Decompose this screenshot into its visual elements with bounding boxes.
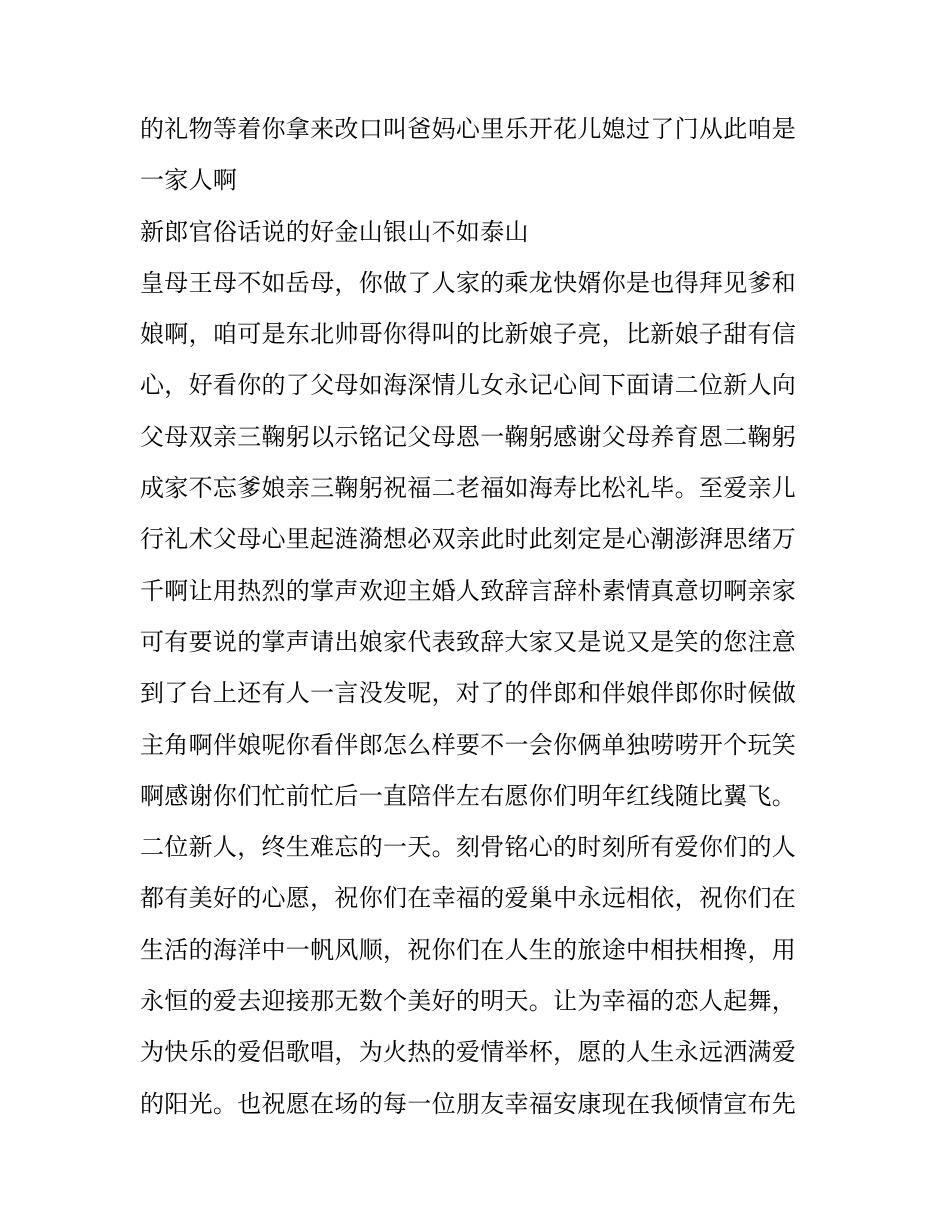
text-line: 的阳光。也祝愿在场的每一位朋友幸福安康现在我倾情宣布先 [140, 1089, 797, 1118]
text-line: 一家人啊 [140, 166, 238, 195]
text-line: 父母双亲三鞠躬以示铭记父母恩一鞠躬感谢父母养育恩二鞠躬 [140, 422, 797, 451]
text-line: 心，好看你的了父母如海深情儿女永记心间下面请二位新人向 [140, 371, 797, 400]
text-line: 为快乐的爱侣歌唱，为火热的爱情举杯，愿的人生永远洒满爱 [140, 1038, 797, 1067]
text-line: 都有美好的心愿，祝你们在幸福的爱巢中永远相依，祝你们在 [140, 884, 797, 913]
text-line: 到了台上还有人一言没发呢，对了的伴郎和伴娘伴郎你时候做 [140, 679, 797, 708]
text-line: 可有要说的掌声请出娘家代表致辞大家又是说又是笑的您注意 [140, 627, 797, 656]
text-line: 皇母王母不如岳母，你做了人家的乘龙快婿你是也得拜见爹和 [140, 268, 797, 297]
text-line: 成家不忘爹娘亲三鞠躬祝福二老福如海寿比松礼毕。至爱亲儿 [140, 474, 797, 503]
text-line: 新郎官俗话说的好金山银山不如泰山 [140, 217, 529, 246]
text-line: 二位新人，终生难忘的一天。刻骨铭心的时刻所有爱你们的人 [140, 833, 797, 862]
text-line: 永恒的爱去迎接那无数个美好的明天。让为幸福的恋人起舞， [140, 987, 797, 1016]
text-line: 啊感谢你们忙前忙后一直陪伴左右愿你们明年红线随比翼飞。 [140, 781, 797, 810]
body-text [140, 107, 820, 1133]
text-line: 的礼物等着你拿来改口叫爸妈心里乐开花儿媳过了门从此咱是 [140, 115, 797, 143]
text-line: 生活的海洋中一帆风顺，祝你们在人生的旅途中相扶相搀，用 [140, 935, 797, 964]
text-line: 主角啊伴娘呢你看伴郎怎么样要不一会你俩单独唠唠开个玩笑 [140, 730, 797, 759]
text-line: 娘啊，咱可是东北帅哥你得叫的比新娘子亮，比新娘子甜有信 [140, 320, 797, 349]
text-line: 千啊让用热烈的掌声欢迎主婚人致辞言辞朴素情真意切啊亲家 [140, 576, 797, 605]
text-line: 行礼术父母心里起涟漪想必双亲此时此刻定是心潮澎湃思绪万 [140, 525, 797, 554]
